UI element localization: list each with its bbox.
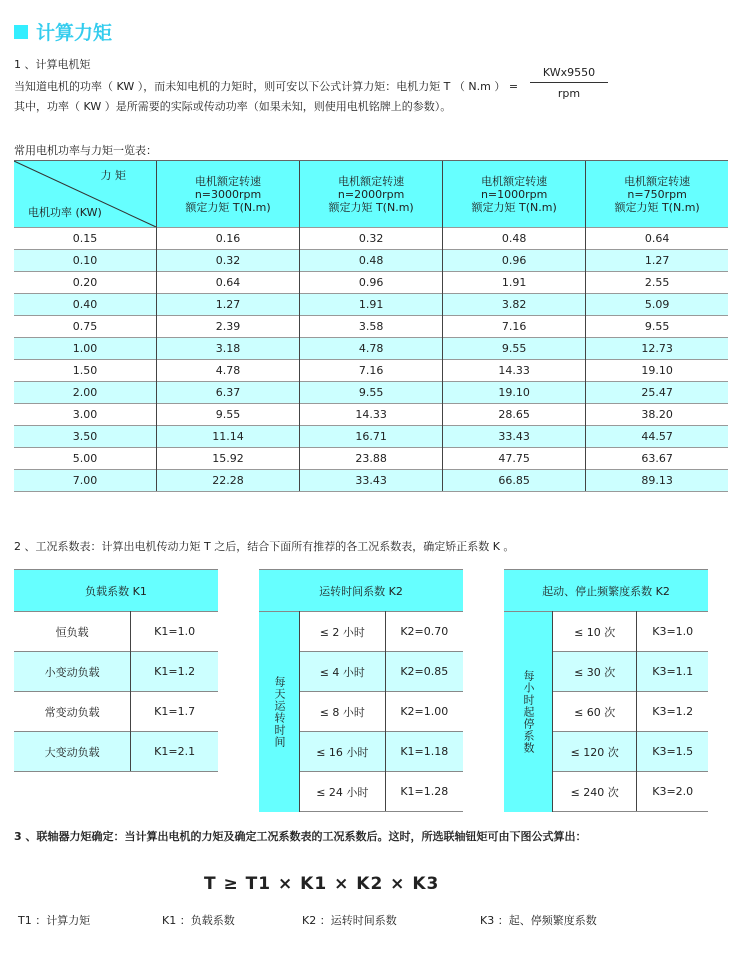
numerator: KWx9550 <box>530 66 608 83</box>
factor-value: K2=0.70 <box>385 612 463 652</box>
torque-cell: 15.92 <box>157 448 300 470</box>
corner-bottom: 电机功率 (KW) <box>28 206 102 219</box>
torque-cell: 2.55 <box>586 272 728 294</box>
factor-value: K3=1.0 <box>637 612 708 652</box>
torque-cell: 9.55 <box>586 316 728 338</box>
torque-cell: 89.13 <box>586 470 728 492</box>
legend-t1: T1 ：计算力矩 <box>18 914 91 927</box>
torque-cell: 6.37 <box>157 382 300 404</box>
section3-text: 3 、联轴器力矩确定：当计算出电机的力矩及确定工况系数表的工况系数后。这时，所选联轴钮矩可由下图公式算出： <box>14 830 587 843</box>
torque-cell: 3.82 <box>443 294 586 316</box>
condition-label: ≤ 8 小时 <box>300 692 386 732</box>
k3-table <box>504 569 708 812</box>
page-title <box>14 18 112 45</box>
torque-cell: 2.39 <box>157 316 300 338</box>
power-cell: 0.10 <box>14 250 157 272</box>
torque-cell: 1.27 <box>586 250 728 272</box>
torque-cell: 33.43 <box>443 426 586 448</box>
torque-cell: 23.88 <box>300 448 443 470</box>
torque-cell: 0.32 <box>157 250 300 272</box>
power-cell: 2.00 <box>14 382 157 404</box>
power-cell: 3.00 <box>14 404 157 426</box>
torque-cell: 1.91 <box>443 272 586 294</box>
condition-label: ≤ 4 小时 <box>300 652 386 692</box>
table-row <box>14 470 728 492</box>
col-header: 电机额定转速 n=3000rpm 额定力矩 T(N.m) <box>157 161 300 228</box>
table-row <box>14 228 728 250</box>
power-cell: 0.40 <box>14 294 157 316</box>
torque-cell: 63.67 <box>586 448 728 470</box>
power-cell: 0.75 <box>14 316 157 338</box>
torque-cell: 1.27 <box>157 294 300 316</box>
torque-cell: 7.16 <box>300 360 443 382</box>
table-row <box>14 360 728 382</box>
torque-cell: 33.43 <box>300 470 443 492</box>
torque-cell: 0.48 <box>300 250 443 272</box>
table-row <box>14 448 728 470</box>
k3-header: 起动、停止频繁度系数 K2 <box>504 570 708 612</box>
torque-cell: 19.10 <box>443 382 586 404</box>
factor-value: K3=1.2 <box>637 692 708 732</box>
square-bullet-icon <box>14 25 28 39</box>
torque-cell: 0.64 <box>157 272 300 294</box>
table-row <box>14 272 728 294</box>
table-row <box>14 316 728 338</box>
torque-cell: 28.65 <box>443 404 586 426</box>
torque-cell: 0.64 <box>586 228 728 250</box>
table-row <box>504 612 708 652</box>
condition-label: ≤ 60 次 <box>553 692 637 732</box>
k1-table <box>14 569 218 772</box>
table-caption: 常用电机功率与力矩一览表： <box>14 144 157 157</box>
side-label: 每小时起停系数 <box>504 612 553 812</box>
torque-cell: 12.73 <box>586 338 728 360</box>
col-header: 电机额定转速 n=750rpm 额定力矩 T(N.m) <box>586 161 728 228</box>
factor-value: K3=1.1 <box>637 652 708 692</box>
table-row <box>14 652 218 692</box>
torque-cell: 4.78 <box>300 338 443 360</box>
condition-label: 恒负载 <box>14 612 131 652</box>
table-row <box>14 338 728 360</box>
condition-label: 常变动负载 <box>14 692 131 732</box>
factor-value: K1=1.0 <box>131 612 218 652</box>
torque-formula-fraction <box>530 66 608 100</box>
torque-cell: 25.47 <box>586 382 728 404</box>
torque-cell: 11.14 <box>157 426 300 448</box>
factor-value: K1=1.7 <box>131 692 218 732</box>
torque-cell: 0.48 <box>443 228 586 250</box>
power-cell: 5.00 <box>14 448 157 470</box>
condition-label: ≤ 30 次 <box>553 652 637 692</box>
condition-label: 大变动负载 <box>14 732 131 772</box>
col-header: 电机额定转速 n=2000rpm 额定力矩 T(N.m) <box>300 161 443 228</box>
corner-header <box>14 161 157 228</box>
power-cell: 0.20 <box>14 272 157 294</box>
table-row <box>14 612 218 652</box>
side-label: 每天运转时间 <box>259 612 300 812</box>
section1-heading: 1 、计算电机矩 <box>14 58 91 71</box>
torque-cell: 3.58 <box>300 316 443 338</box>
condition-label: ≤ 240 次 <box>553 772 637 812</box>
torque-cell: 19.10 <box>586 360 728 382</box>
torque-cell: 1.91 <box>300 294 443 316</box>
factor-value: K1=2.1 <box>131 732 218 772</box>
table-row <box>14 732 218 772</box>
torque-cell: 0.16 <box>157 228 300 250</box>
factor-value: K3=2.0 <box>637 772 708 812</box>
factor-value: K1=1.2 <box>131 652 218 692</box>
torque-cell: 4.78 <box>157 360 300 382</box>
torque-cell: 0.32 <box>300 228 443 250</box>
torque-cell: 38.20 <box>586 404 728 426</box>
legend-k2: K2 ：运转时间系数 <box>302 914 397 927</box>
torque-cell: 9.55 <box>157 404 300 426</box>
section1-line1: 当知道电机的功率（ KW ），而未知电机的力矩时，则可安以下公式计算力矩：电机力矩 T （ N.m ） = <box>14 80 519 93</box>
legend-k3: K3 ：起、停频繁度系数 <box>480 914 597 927</box>
condition-label: ≤ 24 小时 <box>300 772 386 812</box>
power-cell: 3.50 <box>14 426 157 448</box>
section1-line2: 其中，功率（ KW ）是所需要的实际或传动功率（如果未知，则使用电机铭牌上的参数）。 <box>14 100 452 113</box>
corner-top: 力 矩 <box>100 169 126 182</box>
k2-header: 运转时间系数 K2 <box>259 570 463 612</box>
torque-cell: 0.96 <box>443 250 586 272</box>
torque-cell: 16.71 <box>300 426 443 448</box>
condition-label: ≤ 120 次 <box>553 732 637 772</box>
denominator: rpm <box>557 87 581 100</box>
condition-label: ≤ 2 小时 <box>300 612 386 652</box>
section2-text: 2 、工况系数表：计算出电机传动力矩 T 之后，结合下面所有推荐的各工况系数表，确定矫正系数 K 。 <box>14 540 515 553</box>
torque-cell: 66.85 <box>443 470 586 492</box>
torque-cell: 14.33 <box>300 404 443 426</box>
factor-value: K3=1.5 <box>637 732 708 772</box>
table-row <box>14 426 728 448</box>
torque-cell: 14.33 <box>443 360 586 382</box>
torque-cell: 22.28 <box>157 470 300 492</box>
condition-label: 小变动负载 <box>14 652 131 692</box>
power-cell: 7.00 <box>14 470 157 492</box>
k2-table <box>259 569 463 812</box>
table-row <box>14 250 728 272</box>
coupling-formula: T ≥ T1 × K1 × K2 × K3 <box>204 874 440 894</box>
table-row <box>14 294 728 316</box>
torque-cell: 9.55 <box>300 382 443 404</box>
legend-k1: K1 ：负载系数 <box>162 914 235 927</box>
torque-cell: 5.09 <box>586 294 728 316</box>
k1-header: 负载系数 K1 <box>14 570 218 612</box>
table-row <box>14 382 728 404</box>
power-cell: 1.00 <box>14 338 157 360</box>
condition-label: ≤ 10 次 <box>553 612 637 652</box>
torque-cell: 9.55 <box>443 338 586 360</box>
factor-value: K1=1.18 <box>385 732 463 772</box>
condition-label: ≤ 16 小时 <box>300 732 386 772</box>
table-row <box>14 692 218 732</box>
table-row <box>14 404 728 426</box>
col-header: 电机额定转速 n=1000rpm 额定力矩 T(N.m) <box>443 161 586 228</box>
torque-cell: 3.18 <box>157 338 300 360</box>
torque-cell: 44.57 <box>586 426 728 448</box>
page-title-text: 计算力矩 <box>36 22 113 44</box>
table-row <box>259 612 463 652</box>
power-cell: 0.15 <box>14 228 157 250</box>
torque-cell: 7.16 <box>443 316 586 338</box>
torque-cell: 0.96 <box>300 272 443 294</box>
factor-value: K2=0.85 <box>385 652 463 692</box>
power-cell: 1.50 <box>14 360 157 382</box>
torque-cell: 47.75 <box>443 448 586 470</box>
factor-value: K1=1.28 <box>385 772 463 812</box>
factor-value: K2=1.00 <box>385 692 463 732</box>
torque-table <box>14 160 728 492</box>
